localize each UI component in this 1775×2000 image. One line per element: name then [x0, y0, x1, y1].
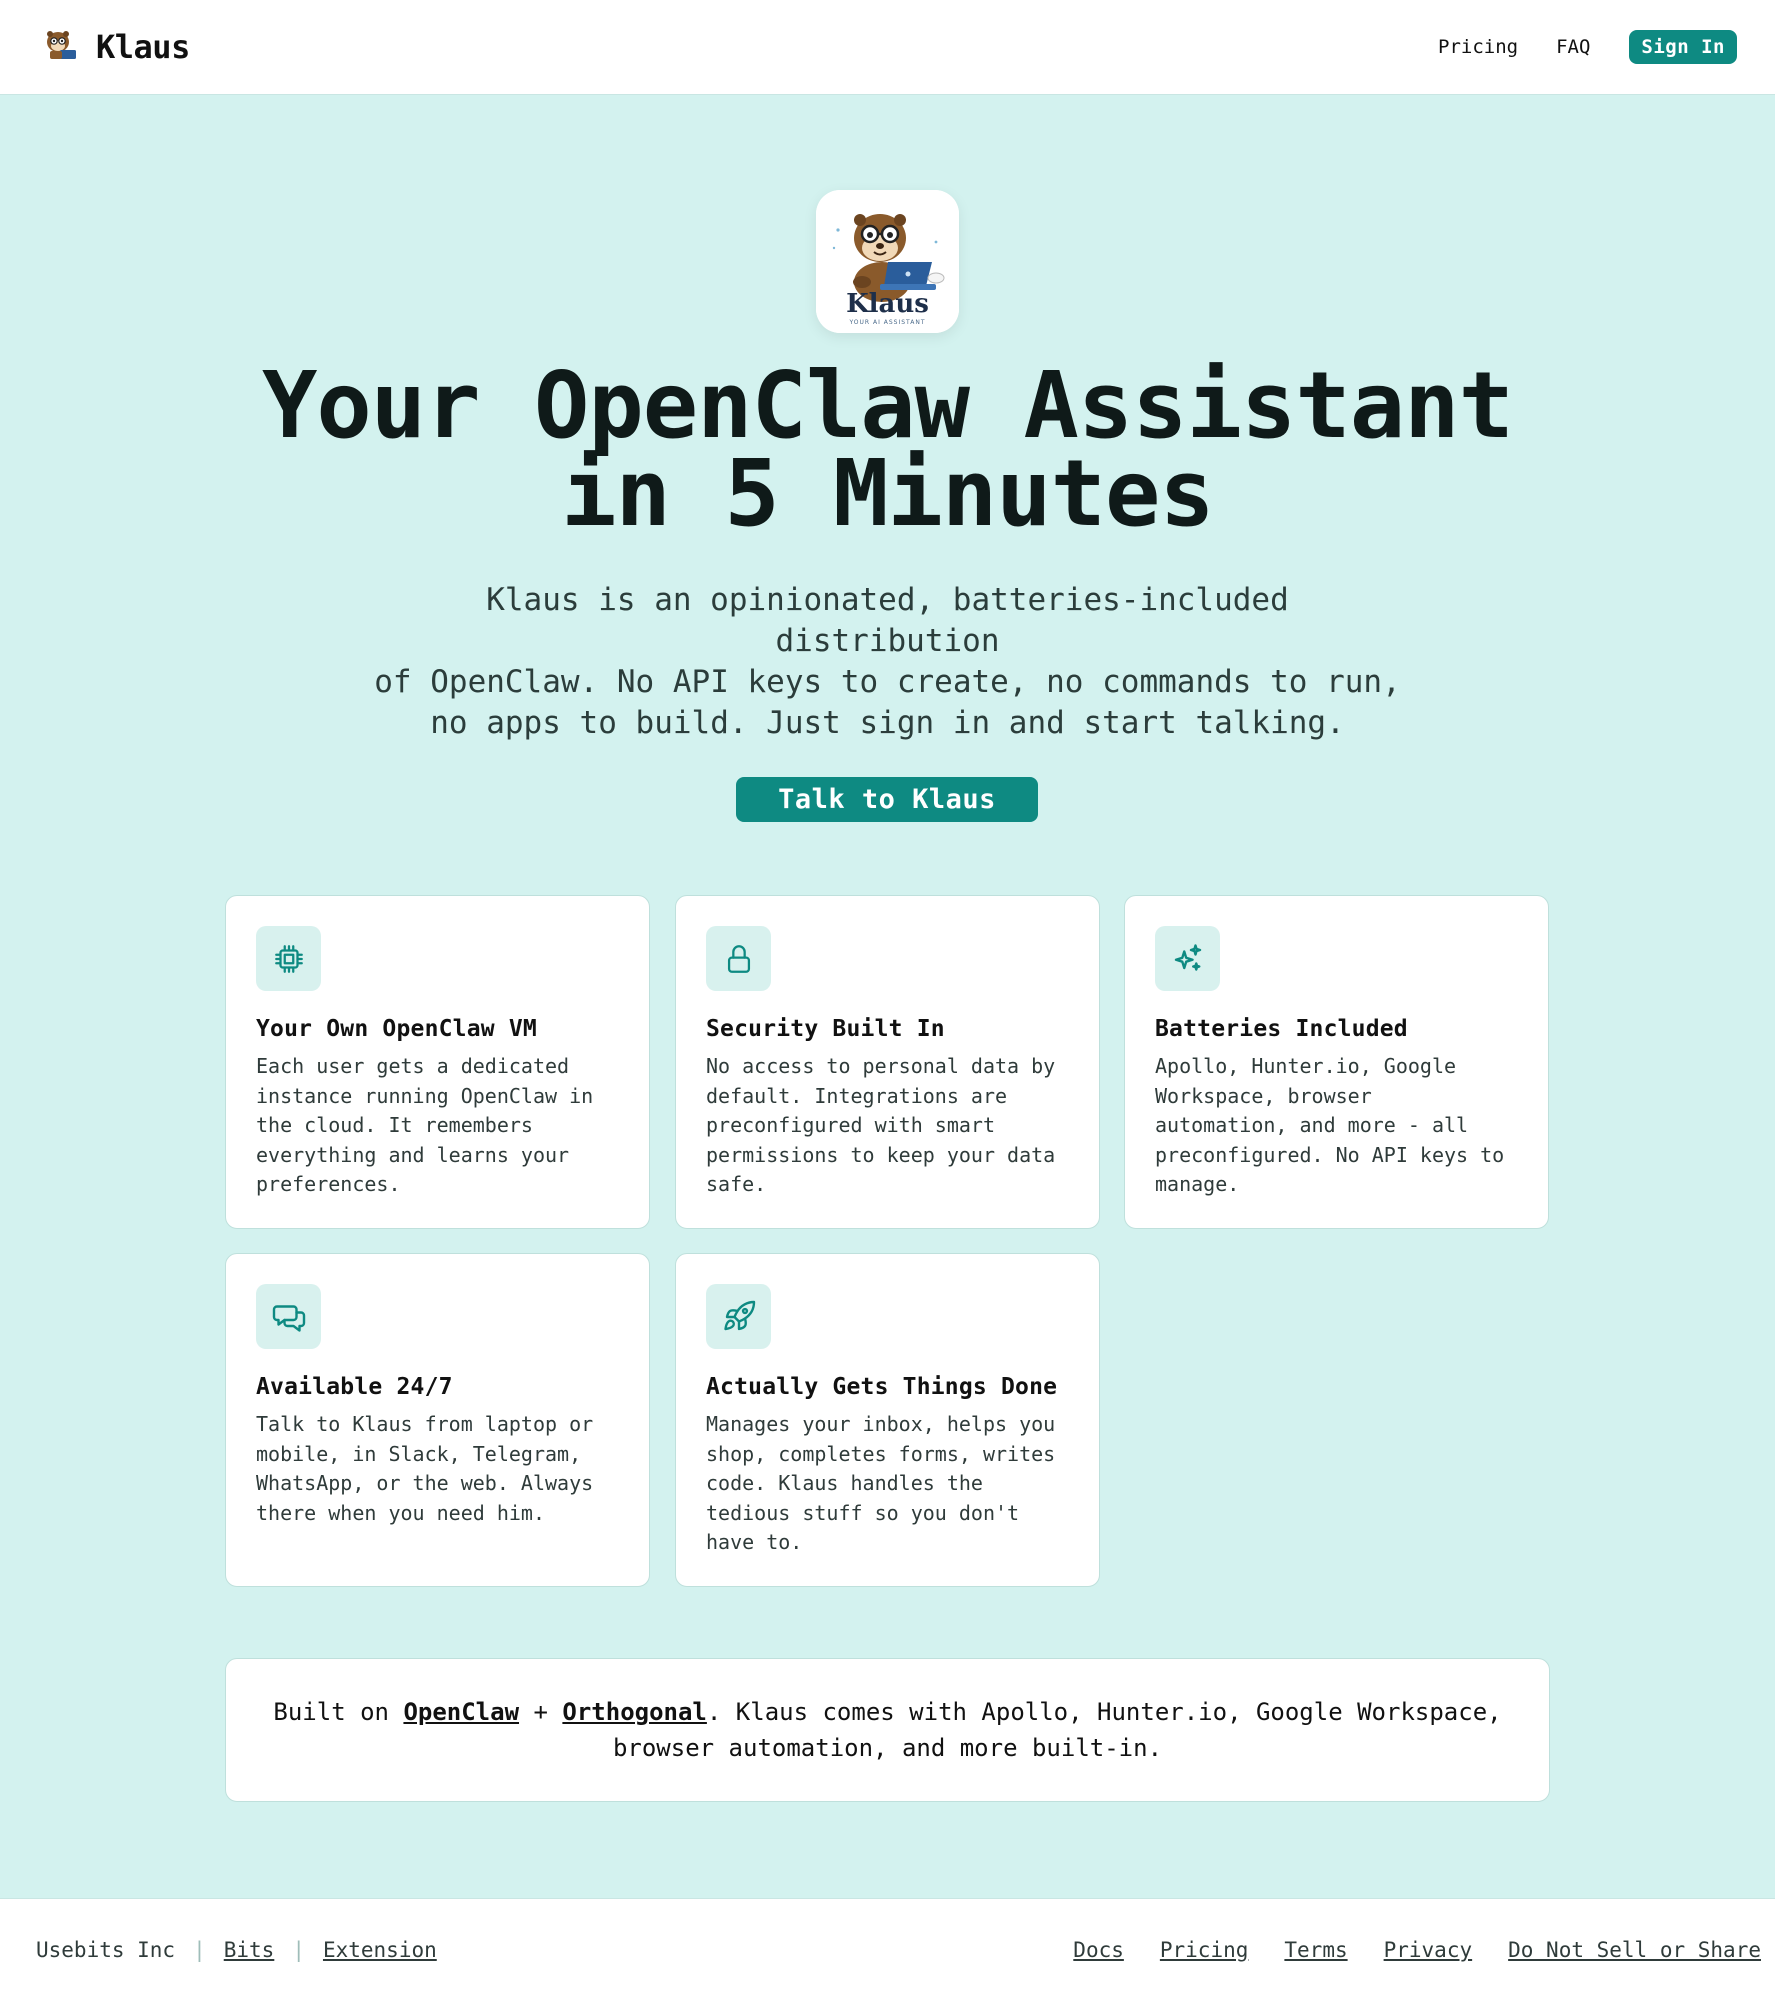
feature-desc-line: code. Klaus handles the — [706, 1471, 983, 1495]
hero-title-line-2: in 5 Minutes — [561, 440, 1214, 547]
built-on-plus: + — [519, 1698, 563, 1726]
built-on-prefix: Built on — [273, 1698, 404, 1726]
footer — [0, 1898, 1775, 2000]
rocket-icon — [721, 1299, 757, 1335]
feature-card-vm — [225, 895, 650, 1229]
footer-extension-link[interactable]: Extension — [322, 1937, 437, 1962]
icon-tagline: YOUR AI ASSISTANT — [849, 319, 926, 326]
klaus-app-icon — [816, 190, 959, 333]
feature-desc-line: there when you need him. — [256, 1500, 545, 1525]
top-nav-bar — [0, 0, 1775, 95]
feature-title: Security Built In — [706, 1016, 945, 1042]
built-on-line-1 — [273, 1694, 1501, 1730]
footer-left — [36, 1938, 437, 1962]
feature-desc-line: have to. — [706, 1530, 803, 1554]
feature-title: Actually Gets Things Done — [706, 1374, 1058, 1400]
footer-do-not-sell-link[interactable]: Do Not Sell or Share — [1508, 1937, 1761, 1962]
feature-desc-line: manage. — [1155, 1172, 1240, 1196]
footer-separator: | — [292, 1937, 305, 1962]
nav-links — [1419, 30, 1737, 64]
feature-description — [256, 1052, 619, 1200]
footer-pricing-link[interactable]: Pricing — [1159, 1937, 1249, 1962]
built-on-suffix: . Klaus comes with Apollo, Hunter.io, Google Workspace, — [706, 1698, 1502, 1726]
feature-desc-line: instance running OpenClaw in — [256, 1083, 594, 1108]
built-on-text — [273, 1694, 1501, 1766]
feature-icon-container — [706, 926, 771, 991]
feature-icon-container — [1155, 926, 1220, 991]
openclaw-link[interactable]: OpenClaw — [403, 1698, 520, 1726]
footer-separator: | — [193, 1937, 206, 1962]
feature-desc-line: Apollo, Hunter.io, Google — [1155, 1054, 1457, 1078]
feature-card-batteries — [1124, 895, 1549, 1229]
footer-terms-link[interactable]: Terms — [1284, 1937, 1348, 1962]
hero-title — [0, 352, 1775, 547]
feature-icon-container — [706, 1284, 771, 1349]
built-on-banner — [225, 1658, 1550, 1802]
feature-desc-line: default. Integrations are — [706, 1083, 1008, 1108]
footer-bits-link[interactable]: Bits — [223, 1937, 275, 1962]
hero-subtitle — [370, 580, 1405, 744]
feature-description — [256, 1410, 619, 1528]
hero-title-line-1: Your OpenClaw Assistant — [262, 352, 1513, 459]
orthogonal-link[interactable]: Orthogonal — [562, 1698, 707, 1726]
company-name: Usebits Inc — [36, 1937, 176, 1962]
feature-card-gets-things-done — [675, 1253, 1100, 1587]
footer-right — [1037, 1938, 1761, 1962]
built-on-line-2: browser automation, and more built-in. — [612, 1734, 1163, 1762]
icon-caption: Klaus — [846, 289, 929, 319]
hero-subtitle-line-3: no apps to build. Just sign in and start talking. — [430, 705, 1345, 741]
feature-desc-line: safe. — [706, 1172, 767, 1196]
hero-subtitle-line-2: of OpenClaw. No API keys to create, no commands to run, — [374, 664, 1401, 700]
feature-desc-line: preconfigured with smart — [706, 1113, 995, 1137]
nav-pricing-link[interactable]: Pricing — [1438, 36, 1519, 58]
feature-icon-container — [256, 1284, 321, 1349]
feature-desc-line: everything and learns your — [256, 1142, 570, 1167]
cpu-chip-icon — [272, 942, 306, 976]
footer-docs-link[interactable]: Docs — [1073, 1937, 1124, 1962]
feature-desc-line: mobile, in Slack, Telegram, — [256, 1441, 582, 1466]
talk-to-klaus-button[interactable]: Talk to Klaus — [736, 777, 1038, 822]
feature-title: Batteries Included — [1155, 1016, 1408, 1042]
otter-logo-icon — [38, 24, 84, 70]
feature-icon-container — [256, 926, 321, 991]
feature-desc-line: Each user gets a dedicated — [256, 1054, 570, 1078]
brand-home-link[interactable] — [38, 24, 190, 70]
feature-desc-line: automation, and more - all — [1155, 1113, 1469, 1137]
sparkles-icon — [1170, 941, 1206, 977]
hero-subtitle-line-1: Klaus is an opinionated, batteries-included distribution — [486, 582, 1289, 659]
feature-desc-line: the cloud. It remembers — [256, 1113, 533, 1137]
feature-desc-line: preferences. — [256, 1172, 401, 1196]
sign-in-button[interactable]: Sign In — [1629, 30, 1737, 64]
feature-description — [706, 1410, 1069, 1558]
feature-desc-line: tedious stuff so you don't — [706, 1500, 1020, 1525]
feature-card-available — [225, 1253, 650, 1587]
lock-icon — [722, 942, 756, 976]
feature-desc-line: Manages your inbox, helps you — [706, 1412, 1056, 1436]
feature-title: Available 24/7 — [256, 1374, 453, 1400]
feature-description — [706, 1052, 1069, 1200]
footer-privacy-link[interactable]: Privacy — [1383, 1937, 1473, 1962]
feature-description — [1155, 1052, 1518, 1200]
feature-desc-line: No access to personal data by — [706, 1054, 1056, 1078]
nav-faq-link[interactable]: FAQ — [1556, 36, 1591, 58]
feature-desc-line: shop, completes forms, writes — [706, 1441, 1056, 1466]
feature-card-security — [675, 895, 1100, 1229]
feature-desc-line: Talk to Klaus from laptop or — [256, 1412, 594, 1436]
chat-bubbles-icon — [271, 1299, 307, 1335]
brand-name: Klaus — [96, 28, 190, 66]
feature-title: Your Own OpenClaw VM — [256, 1016, 537, 1042]
feature-desc-line: WhatsApp, or the web. Always — [256, 1471, 594, 1495]
feature-desc-line: permissions to keep your data — [706, 1142, 1056, 1167]
otter-mascot-icon — [816, 190, 959, 333]
feature-desc-line: preconfigured. No API keys to — [1155, 1142, 1505, 1167]
feature-desc-line: Workspace, browser — [1155, 1083, 1372, 1108]
